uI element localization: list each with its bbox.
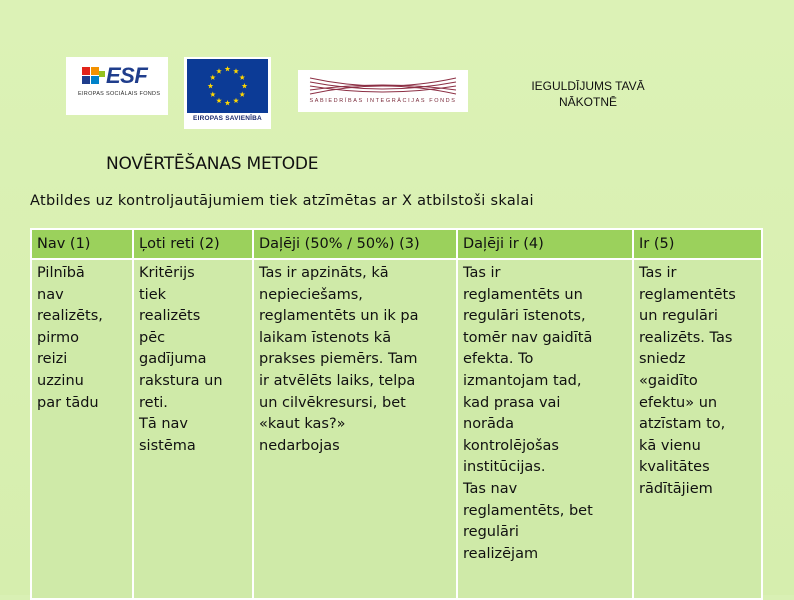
sif-logo xyxy=(298,70,468,112)
table-cell: Tas ir reglamentēts un regulāri īstenots, tomēr nav gaidītā efekta. To izmantojam tad, kad prasa vai norāda kontrolējošas institūcijas. Tas nav reglamentēts, bet regulāri realizējam xyxy=(457,259,633,599)
header-cell: Daļēji (50% / 50%) (3) xyxy=(253,229,457,259)
esf-mark-icon xyxy=(80,65,106,87)
header-cell: Ļoti reti (2) xyxy=(133,229,253,259)
esf-logo xyxy=(66,57,168,115)
esf-subtitle: EIROPAS SOCIĀLAIS FONDS xyxy=(78,91,161,97)
table-row xyxy=(31,259,762,599)
sif-lines-icon xyxy=(308,74,458,98)
header-cell: Ir (5) xyxy=(633,229,762,259)
eu-caption: EIROPAS SAVIENĪBA xyxy=(193,115,262,122)
intro-text: Atbildes uz kontroljautājumiem tiek atzīmētas ar X atbilstoši skalai xyxy=(30,193,534,209)
header-cell: Nav (1) xyxy=(31,229,133,259)
table-header-row xyxy=(31,229,762,259)
table-cell: Tas ir apzināts, kā nepieciešams, reglamentēts un ik pa laikam īstenots kā prakses piemērs. Tam ir atvēlēts laiks, telpa un cilvēkresursi, bet «kaut kas?» nedarbojas xyxy=(253,259,457,599)
sif-subtitle: SABIEDRĪBAS INTEGRĀCIJAS FONDS xyxy=(309,98,457,104)
header-cell: Daļēji ir (4) xyxy=(457,229,633,259)
table-cell: Tas ir reglamentēts un regulāri realizēts. Tas sniedz «gaidīto efektu» un atzīstam to, kā vienu kvalitātes rādītājiem xyxy=(633,259,762,599)
eu-logo xyxy=(184,57,271,129)
invest-slogan: IEGULDĪJUMS TAVĀ NĀKOTNĒ xyxy=(531,79,645,109)
eu-flag-icon xyxy=(187,59,268,113)
esf-wordmark: ESF xyxy=(106,63,148,88)
page-title: NOVĒRTĒŠANAS METODE xyxy=(106,154,319,174)
scale-table xyxy=(30,228,763,600)
table-cell: Pilnībā nav realizēts, pirmo reizi uzzinu par tādu xyxy=(31,259,133,599)
table-cell: Kritērijs tiek realizēts pēc gadījuma rakstura un reti. Tā nav sistēma xyxy=(133,259,253,599)
